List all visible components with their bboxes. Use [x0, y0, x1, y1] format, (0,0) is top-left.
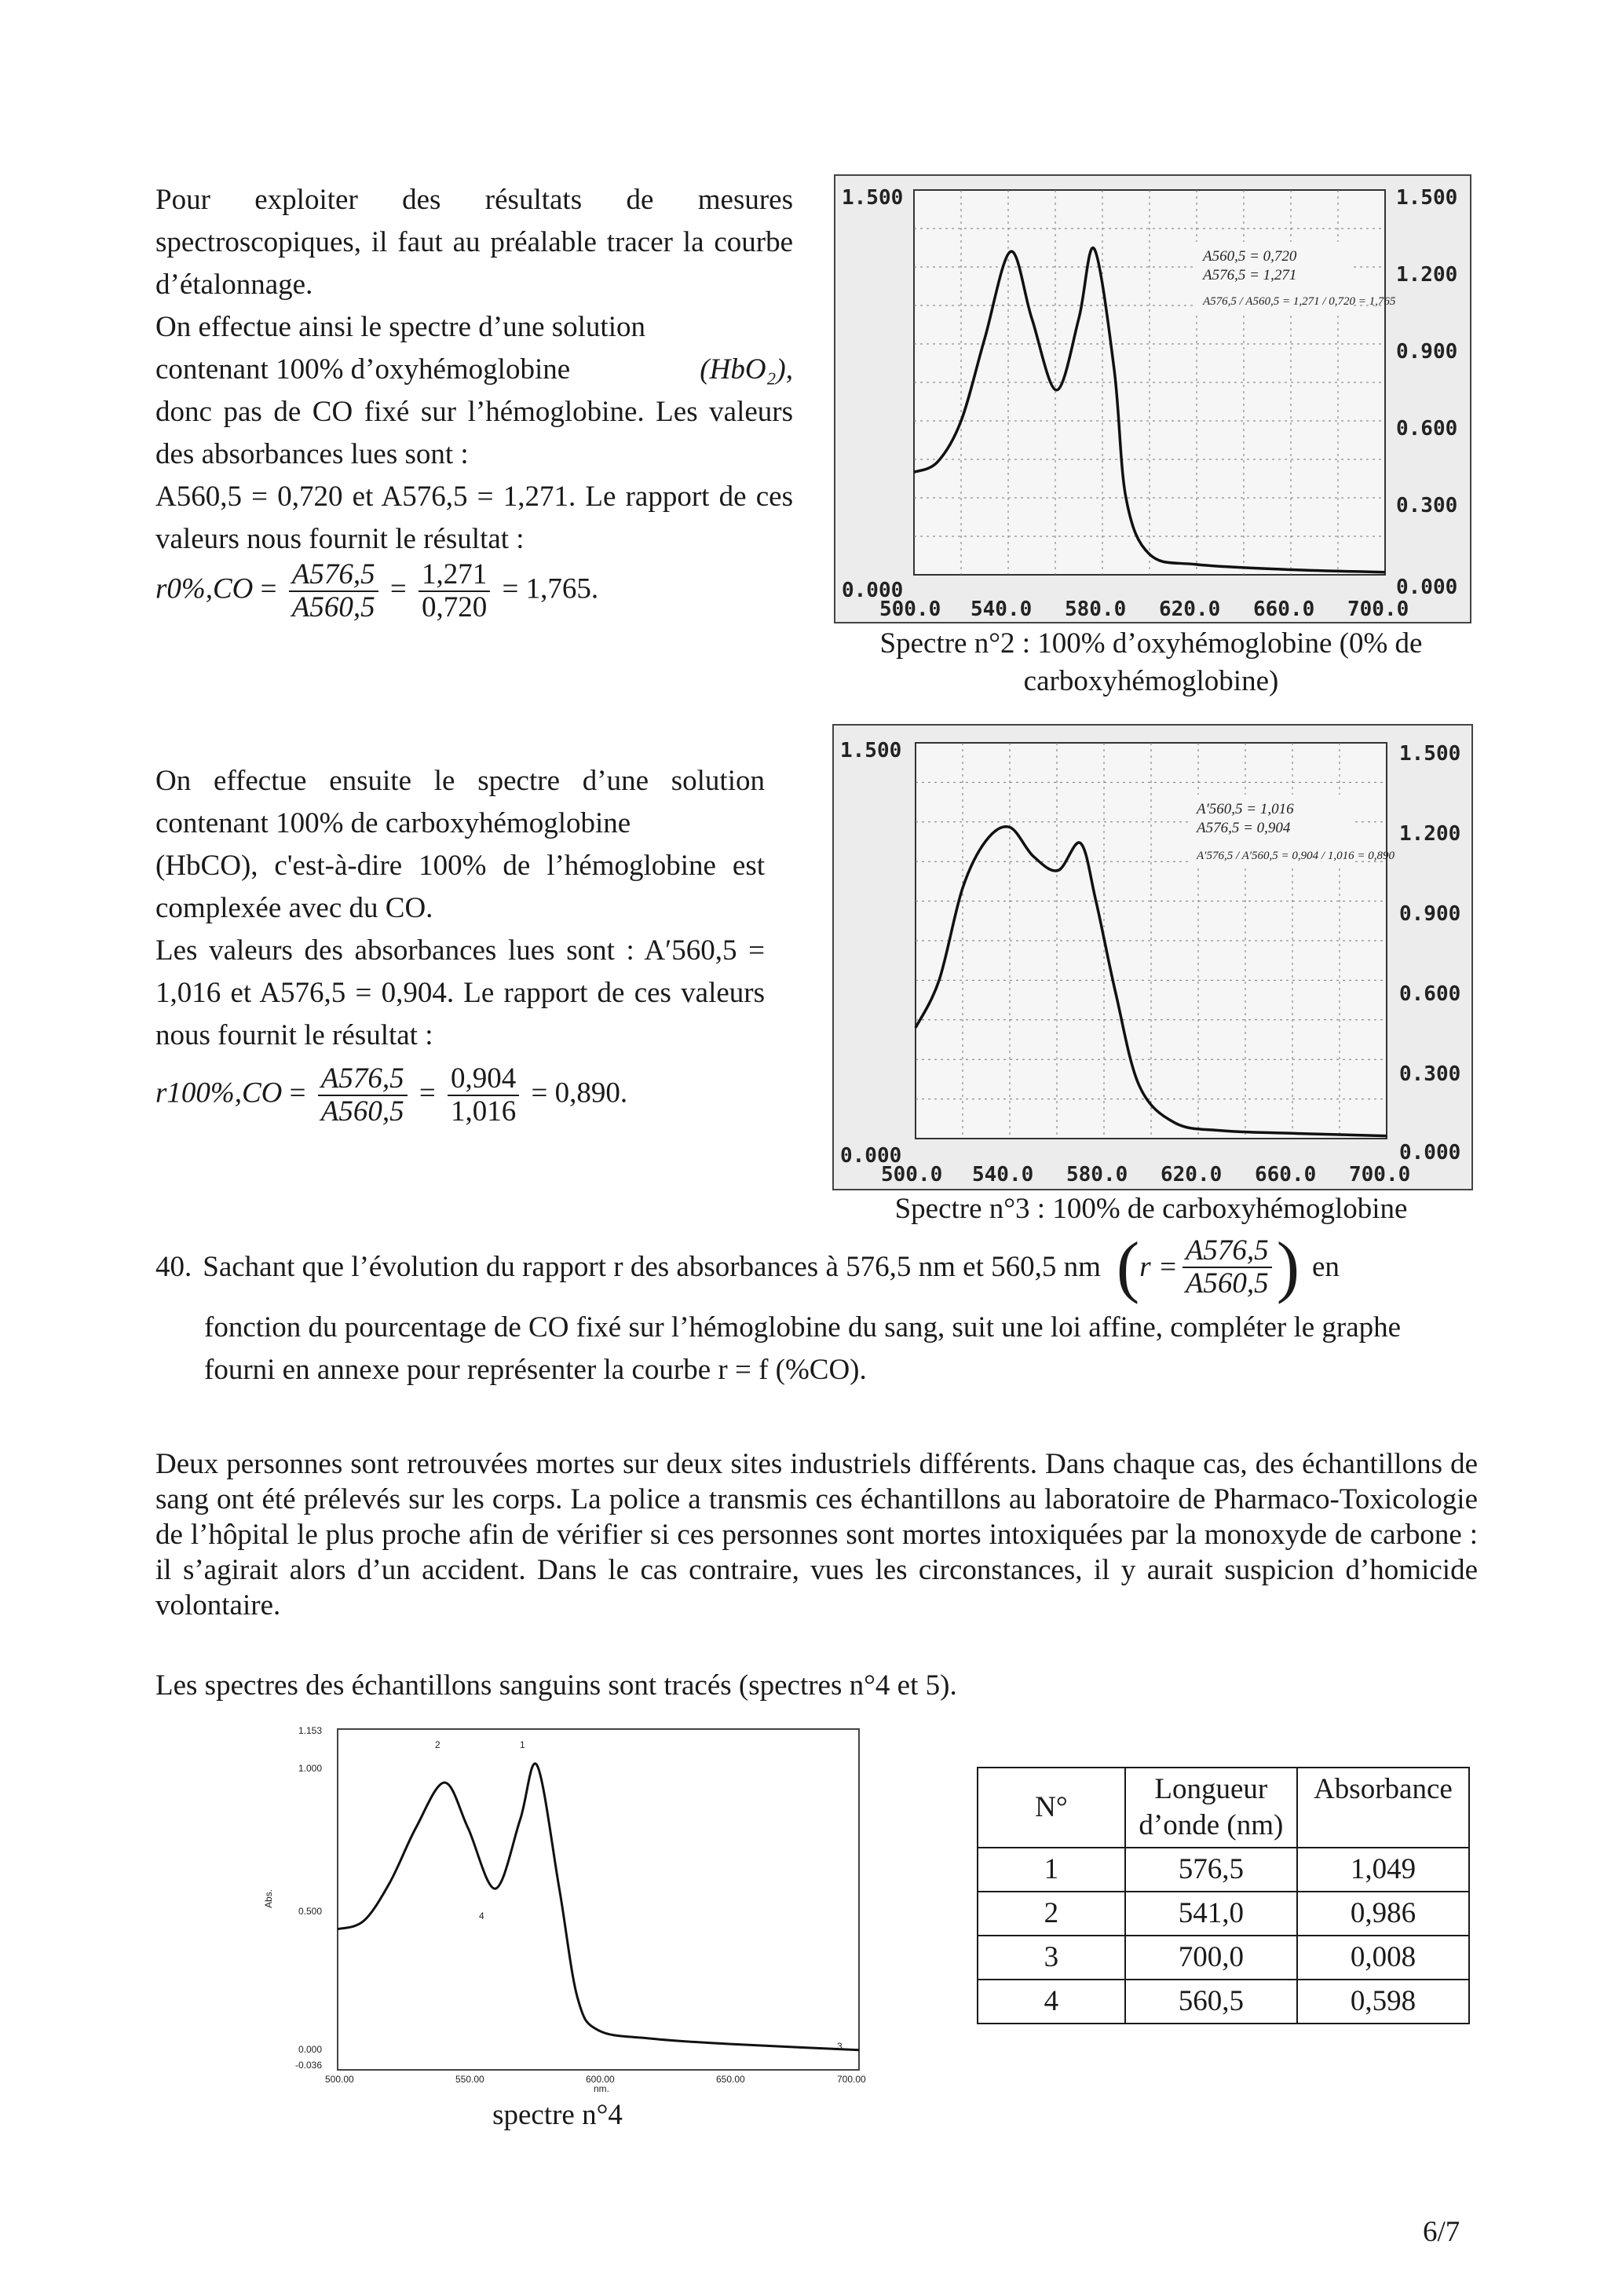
spectrum-4-caption: spectre n°4: [492, 2099, 623, 2131]
narrative-paragraph: Deux personnes sont retrouvées mortes sur deux sites industriels différents. Dans chaque cas, des échantillons de sang ont été prélevés sur les corps. La police a transmis ces échantillons au laboratoire de Pharmaco-Toxicologie de l’hôpital le plus proche afin de vérifier si ces personnes sont mortes intoxiquées par la monoxyde de carbone : il s’agirait alors d’un accident. Dans le cas contraire, vues les circonstances, il y aurait suspicion d’homicide volontaire.: [155, 1448, 1478, 1621]
intro-text: Pour exploiter des résultats de mesures spectroscopiques, il faut au préalable tracer la courbe d’étalonnage.: [155, 184, 793, 301]
y-tick: 0.000: [298, 2044, 323, 2055]
x-tick: 500.00: [325, 2074, 354, 2085]
y-tick-right: 0.900: [1396, 340, 1458, 364]
fraction-values-1: $\frac{1,271}{0,720}$: [419, 559, 490, 623]
header-wavelength: Longueur d’onde (nm): [1125, 1768, 1297, 1848]
table-row: 4 560,5 0,598: [978, 1980, 1469, 2024]
x-tick: 700.0: [1349, 1163, 1411, 1186]
y-tick-right: 0.300: [1396, 494, 1458, 517]
peak-label-2: 2: [435, 1739, 440, 1750]
x-tick: 700.00: [837, 2074, 866, 2085]
oxy-line-c: donc pas de CO fixé sur l’hémoglobine. Les valeurs des absorbances lues sont :: [155, 396, 793, 470]
annotation-ratio: A′576,5 / A′560,5 = 0,904 / 1,016 = 0,890: [1197, 850, 1395, 862]
header-absorbance: Absorbance: [1297, 1768, 1469, 1848]
x-tick: 500.0: [879, 598, 941, 621]
spectrum-2-caption: Spectre n°2 : 100% d’oxyhémoglobine (0% de carboxyhémoglobine): [879, 627, 1423, 697]
y-tick-right: 0.000: [1396, 576, 1458, 599]
question-40-line-b: fonction du pourcentage de CO fixé sur l’hémoglobine du sang, suit une loi affine, compléter le graphe fourni en annexe pour représenter la courbe r = f (%CO).: [204, 1311, 1402, 1386]
question-r-eq: r =: [1139, 1251, 1178, 1283]
ratio-result-1: = 1,765.: [502, 572, 599, 605]
x-tick: 650.00: [716, 2074, 745, 2085]
spectrum-2-svg: [835, 176, 1470, 622]
spectra-intro: Les spectres des échantillons sanguins sont tracés (spectres n°4 et 5).: [155, 1669, 957, 1702]
y-tick-bottom-left: 0.000: [842, 579, 904, 602]
x-tick: 700.0: [1347, 598, 1409, 621]
x-tick: 660.0: [1253, 598, 1315, 621]
x-tick: 620.0: [1159, 598, 1221, 621]
spectrum-4-chart: [250, 1724, 875, 2093]
fraction-values-2: $\frac{0,904}{1,016}$: [448, 1063, 519, 1128]
x-tick: 580.0: [1065, 598, 1127, 621]
table-row: 3 700,0 0,008: [978, 1936, 1469, 1980]
y-tick: 0.500: [298, 1906, 323, 1917]
ratio-formula-2: r100%,CO = $\frac{A576,5}{A560,5}$ = $\frac{0,904}{1,016}$ = 0,890.: [155, 1062, 628, 1128]
x-tick: 620.0: [1161, 1163, 1223, 1186]
carboxy-line-a: On effectue ensuite le spectre d’une solution contenant 100% de carboxyhémoglobine: [155, 765, 765, 839]
fraction-symbols-1: $\frac{A576,5}{A560,5}$: [289, 559, 378, 623]
oxy-line-a: On effectue ainsi le spectre d’une solution: [155, 311, 645, 343]
y-ticks-right-2: [1396, 186, 1457, 599]
peak-label-3: 3: [837, 2041, 843, 2052]
spectrum-4-svg: [250, 1724, 875, 2093]
y-tick: 1.000: [298, 1763, 323, 1774]
annotation-a560: A560,5 = 0,720: [1203, 248, 1297, 265]
spectrum-3-svg: [834, 726, 1471, 1189]
y-tick-bottom-left: 0.000: [840, 1144, 902, 1168]
spectrum-2-chart: [834, 174, 1471, 623]
y-tick-right: 0.600: [1399, 982, 1461, 1006]
question-number: 40.: [155, 1251, 192, 1283]
fraction-symbols-2: $\frac{A576,5}{A560,5}$: [318, 1063, 408, 1128]
y-ticks-4: [295, 1725, 322, 2071]
y-tick-right: 0.000: [1399, 1141, 1461, 1164]
y-tick-right: 1.500: [1396, 186, 1458, 210]
table-row: 1 576,5 1,049: [978, 1848, 1469, 1892]
page-number: 6/7: [1423, 2216, 1460, 2248]
table-header-row: [978, 1768, 1469, 1848]
annotation-a560-prime: A′560,5 = 1,016: [1197, 801, 1294, 817]
y-tick-right: 1.200: [1399, 822, 1461, 846]
x-ticks-2: [879, 598, 1409, 621]
question-fraction: $\frac{A576,5}{A560,5}$: [1183, 1235, 1272, 1300]
header-number: N°: [978, 1768, 1125, 1848]
x-ticks-3: [881, 1163, 1410, 1186]
y-tick-top-left: 1.500: [840, 739, 902, 762]
question-en: en: [1312, 1251, 1340, 1283]
annotation-a576: A576,5 = 1,271: [1203, 267, 1297, 283]
peak-label-4: 4: [479, 1910, 484, 1921]
x-tick: 550.00: [455, 2074, 484, 2085]
carboxy-line-b: (HbCO), c'est-à-dire 100% de l’hémoglobine est complexée avec du CO.: [155, 850, 765, 924]
spectrum-3-chart: [832, 724, 1473, 1190]
table-row: 2 541,0 0,986: [978, 1892, 1469, 1936]
annotation-a576: A576,5 = 0,904: [1197, 820, 1291, 836]
y-tick: -0.036: [295, 2060, 323, 2071]
x-tick: 600.00: [586, 2074, 615, 2085]
x-tick: 580.0: [1066, 1163, 1128, 1186]
y-axis-label: Abs.: [263, 1888, 274, 1908]
y-tick-top-left: 1.500: [842, 186, 904, 210]
absorbance-table: [977, 1767, 1470, 2024]
y-tick-right: 1.200: [1396, 263, 1458, 287]
y-tick-right: 1.500: [1399, 742, 1461, 766]
y-tick: 1.153: [298, 1725, 323, 1736]
question-40: [155, 1229, 1482, 1391]
annotation-ratio: A576,5 / A560,5 = 1,271 / 0,720 = 1,765: [1203, 295, 1396, 308]
question-text-a: Sachant que l’évolution du rapport r des absorbances à 576,5 nm et 560,5 nm: [203, 1251, 1101, 1283]
ratio-formula-1: r0%,CO = $\frac{A576,5}{A560,5}$ = $\frac{1,271}{0,720}$ = 1,765.: [155, 558, 599, 623]
y-tick-right: 0.300: [1399, 1062, 1461, 1086]
question-40-line-a: 40. Sachant que l’évolution du rapport r des absorbances à 576,5 nm et 560,5 nm ( r = $\frac{A576,5}{A560,5}$ ) en: [155, 1229, 1340, 1305]
x-tick: 540.0: [971, 598, 1033, 621]
r0-label: r0%,CO: [155, 572, 254, 605]
spectrum-3-caption: Spectre n°3 : 100% de carboxyhémoglobine: [894, 1193, 1408, 1225]
x-axis-label: nm.: [594, 2083, 610, 2093]
plot-area-4: [338, 1729, 859, 2070]
x-tick: 660.0: [1255, 1163, 1317, 1186]
intro-paragraph: [155, 179, 793, 561]
ratio-result-2: = 0,890.: [531, 1077, 628, 1110]
oxy-values-line: A560,5 = 0,720 et A576,5 = 1,271. Le rapport de ces valeurs nous fournit le résultat :: [155, 481, 793, 555]
x-tick: 540.0: [972, 1163, 1034, 1186]
hbo2-formula: (HbO₂),: [700, 353, 793, 386]
r100-label: r100%,CO: [155, 1077, 283, 1110]
carboxy-paragraph: [155, 760, 765, 1057]
y-tick-right: 0.600: [1396, 417, 1458, 441]
y-tick-right: 0.900: [1399, 902, 1461, 926]
oxy-line-b: contenant 100% d’oxyhémoglobine (HbO₂),: [155, 349, 793, 391]
carboxy-line-c: Les valeurs des absorbances lues sont : A′560,5 = 1,016 et A576,5 = 0,904. Le rapport de ces valeurs nous fournit le résultat :: [155, 934, 765, 1051]
peak-label-1: 1: [520, 1739, 525, 1750]
y-ticks-right-3: [1399, 742, 1460, 1164]
x-tick: 500.0: [881, 1163, 943, 1186]
